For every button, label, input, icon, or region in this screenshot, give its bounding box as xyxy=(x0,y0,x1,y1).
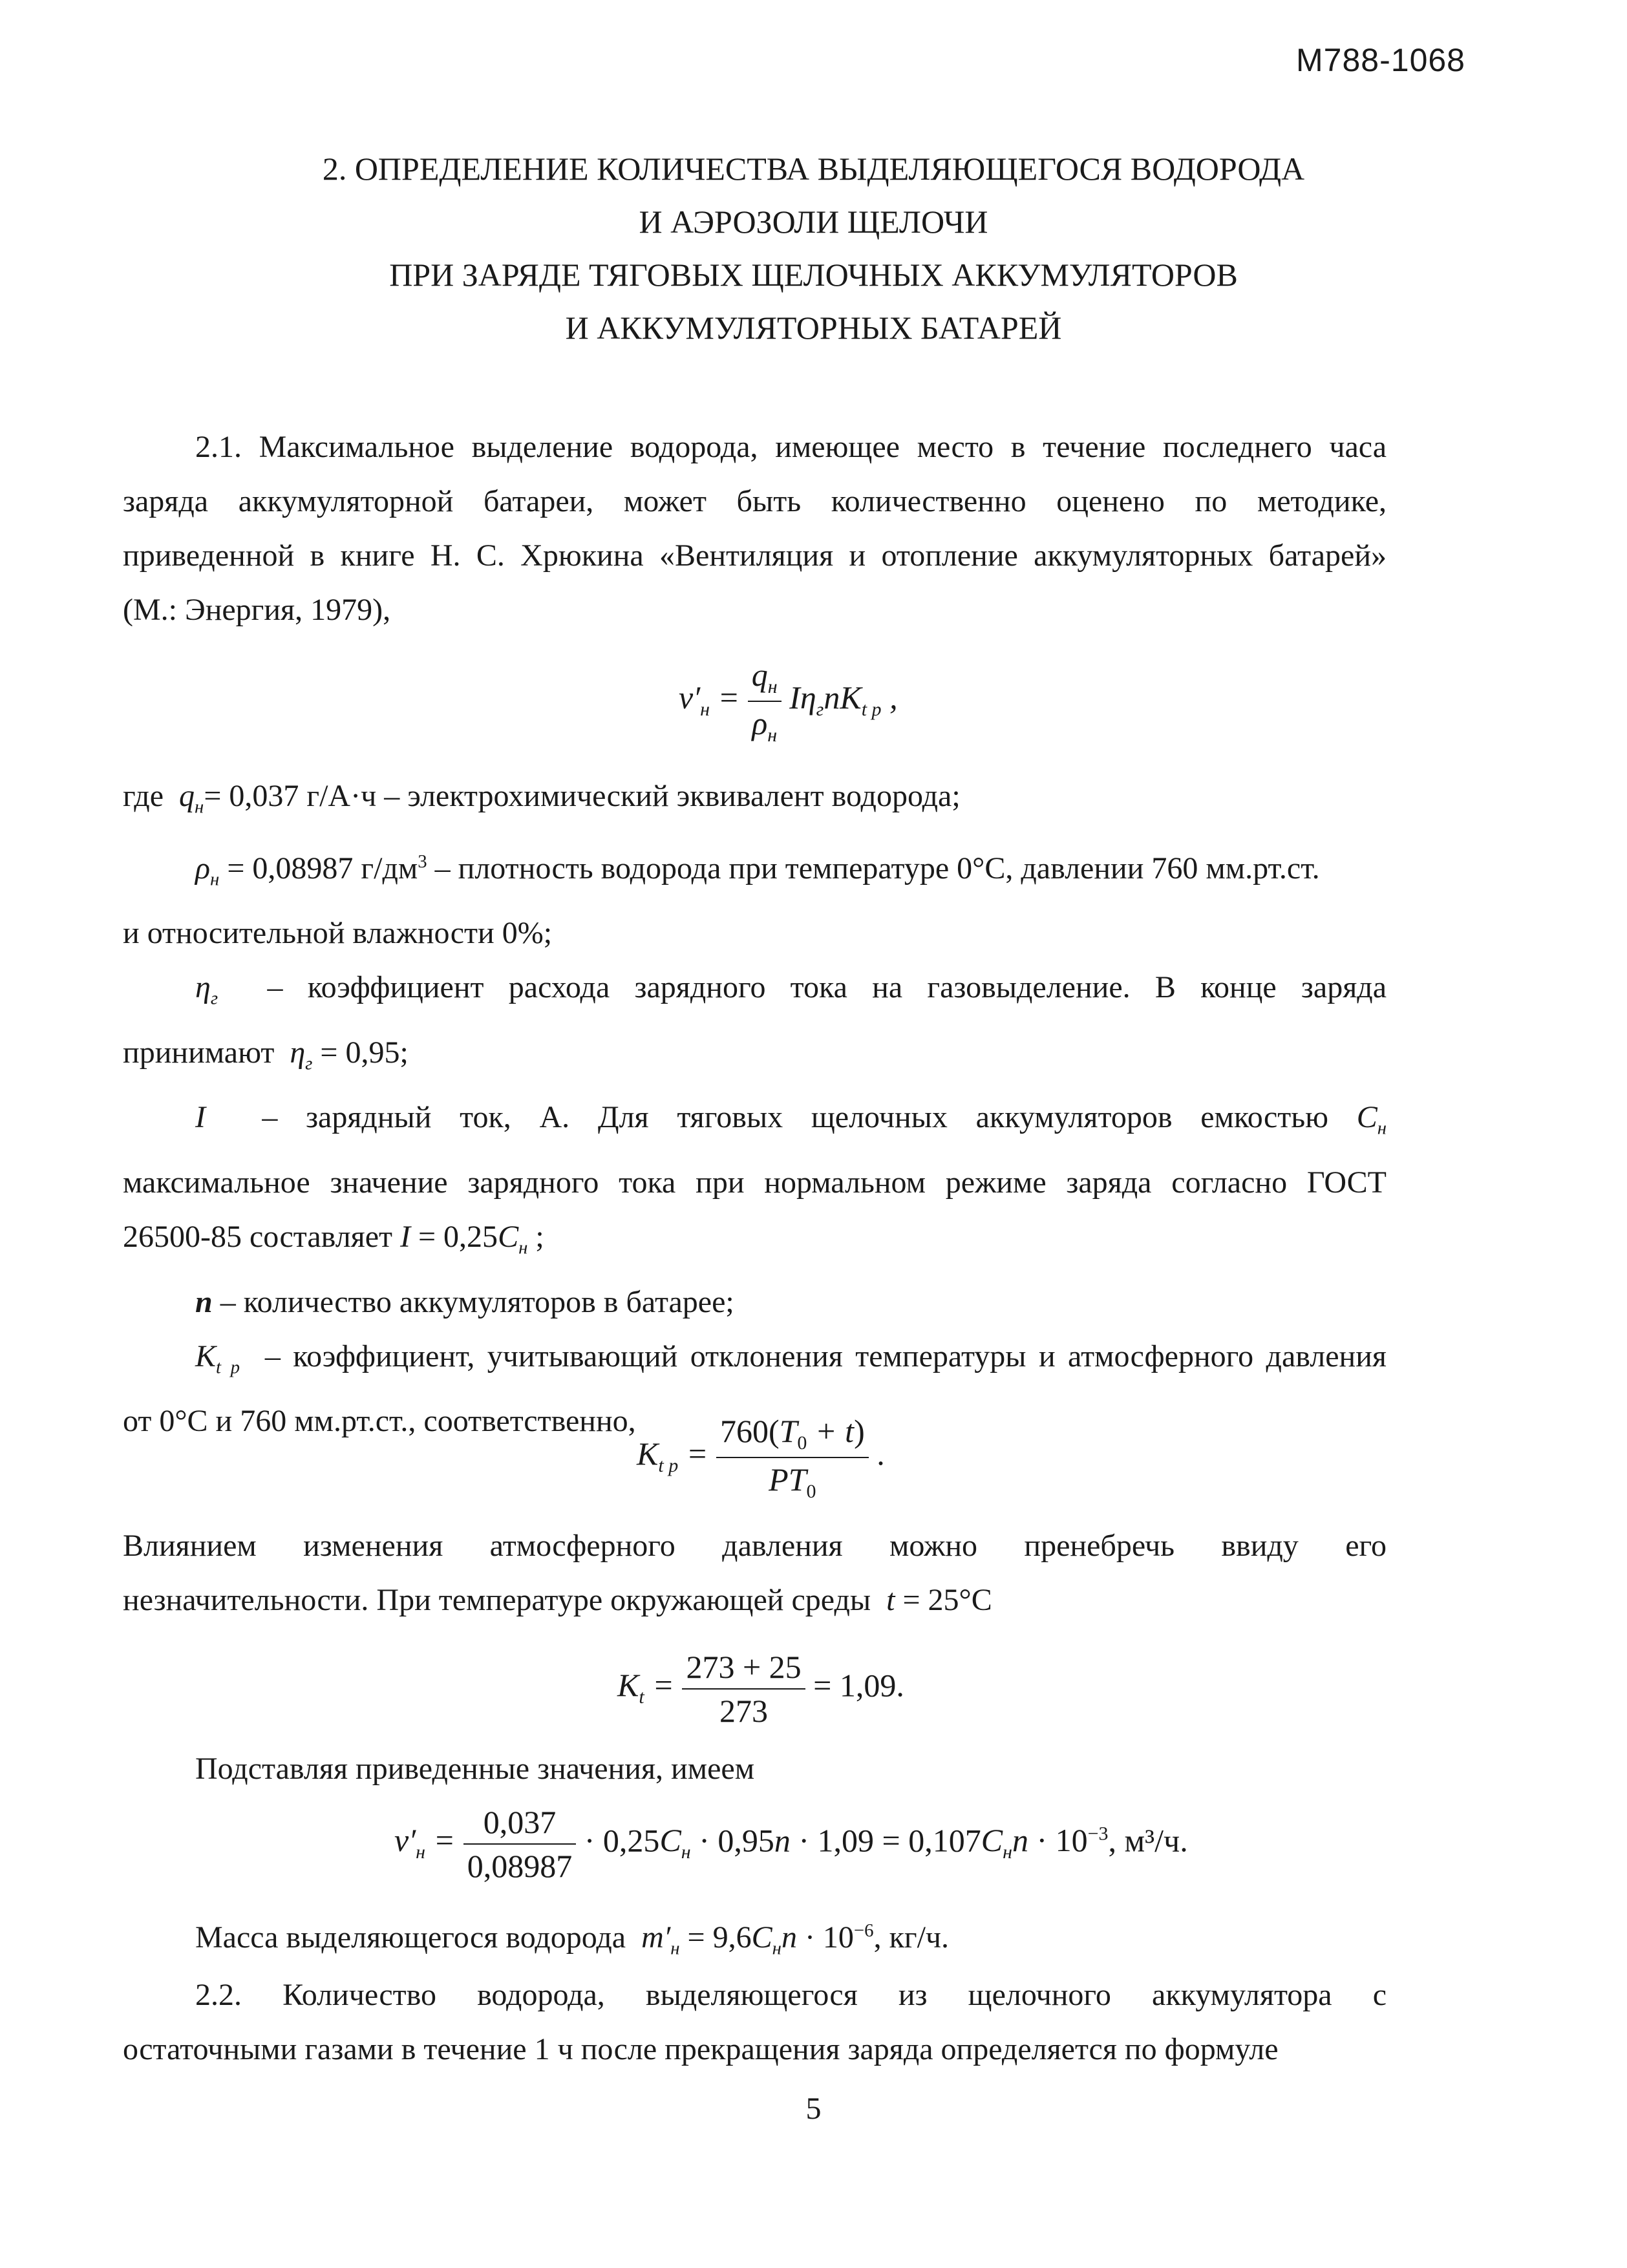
definitions xyxy=(123,769,1387,1448)
def-rho-line-2: и относительной влажности 0%; xyxy=(123,916,553,951)
def-n: n – количество аккумуляторов в батарее; xyxy=(195,1284,734,1319)
p22-line-1: 2.2. Количество водорода, выделяющегося из щелочного аккумулятора с xyxy=(195,1978,1387,2012)
def-q: где $q_н= 0,037$ г/А·ч – электрохимический эквивалент водорода; xyxy=(123,779,961,818)
def-rho: $\rho_н = 0,08987$ $г/дм^3$ – плотность водорода при температуре 0°С, давлении 760 мм.рт.ст. xyxy=(195,851,1320,890)
formula-v-numeric: $v'_н$ = $\frac{0,037}{0,08987}$ · $0,25C_н \cdot 0,95n \cdot 1,09 = 0,107C_нn \cdot 10^{-3}$, м³/ч. xyxy=(394,1804,1188,1884)
def-current-line-2: максимальное значение зарядного тока при нормальном режиме заряда согласно ГОСТ xyxy=(123,1165,1387,1200)
title-line-3: ПРИ ЗАРЯДЕ ТЯГОВЫХ ЩЕЛОЧНЫХ АККУМУЛЯТОРОВ xyxy=(389,257,1238,293)
formula-hydrogen-volume: $v'_н$ = $\frac{q_н}{\rho_н}$ $I\eta_гnK_{t p}$ , xyxy=(679,657,898,746)
substituting-line: Подставляя приведенные значения, имеем xyxy=(195,1752,755,1786)
formula-k-t: $K_t$ = $\frac{273 + 25}{273}$ = 1,09. xyxy=(617,1649,904,1729)
def-current-line-3: 26500-85 составляет $I = 0,25C_н$ ; xyxy=(123,1219,544,1258)
def-eta: $\eta_г$ – коэффициент расхода зарядного тока на газовыделение. В конце заряда xyxy=(195,970,1387,1009)
paragraph-2-1 xyxy=(123,420,1387,637)
title-line-2: И АЭРОЗОЛИ ЩЕЛОЧИ xyxy=(639,204,988,240)
page-number: 5 xyxy=(805,2092,822,2126)
def-k-line-2: от 0°С и 760 мм.рт.ст., соответственно, xyxy=(123,1404,636,1439)
p21-line-4: (М.: Энергия, 1979), xyxy=(123,593,391,627)
document-code: М788-1068 xyxy=(1296,42,1465,78)
p21-line-1: 2.1. Максимальное выделение водорода, имеющее место в течение последнего часа xyxy=(195,430,1387,464)
title-line-1: 2. ОПРЕДЕЛЕНИЕ КОЛИЧЕСТВА ВЫДЕЛЯЮЩЕГОСЯ ВОДОРОДА xyxy=(322,151,1305,187)
p22-line-2: остаточными газами в течение 1 ч после прекращения заряда определяется по формуле xyxy=(123,2032,1279,2066)
paragraph-influence xyxy=(123,1519,1387,1627)
p21-line-3: приведенной в книге Н. С. Хрюкина «Вентиляция и отопление аккумуляторных батарей» xyxy=(123,538,1387,573)
section-title xyxy=(0,142,1627,354)
p21-line-2: заряда аккумуляторной батареи, может быть количественно оценено по методике, xyxy=(123,484,1387,518)
influence-line-2: незначительности. При температуре окружающей среды t = 25°С xyxy=(123,1583,992,1617)
def-k: $K_{t p}$ – коэффициент, учитывающий отклонения температуры и атмосферного давления xyxy=(195,1339,1387,1378)
influence-line-1: Влиянием изменения атмосферного давления можно пренебречь ввиду его xyxy=(123,1529,1387,1563)
formula-k-tp: $K_{t p}$ = $\frac{760(T_0 + t)}{PT_0}$ . xyxy=(637,1413,885,1502)
paragraph-2-2 xyxy=(123,1968,1387,2077)
mass-line: Масса выделяющегося водорода $m'_н = 9,6C_нn \cdot 10^{-6}$, кг/ч. xyxy=(195,1920,950,1959)
title-line-4: И АККУМУЛЯТОРНЫХ БАТАРЕЙ xyxy=(565,310,1062,346)
def-eta-line-2: принимают $\eta_г = 0,95$; xyxy=(123,1035,409,1074)
def-current: I – зарядный ток, А. Для тяговых щелочных аккумуляторов емкостью $C_н$ xyxy=(195,1100,1387,1139)
